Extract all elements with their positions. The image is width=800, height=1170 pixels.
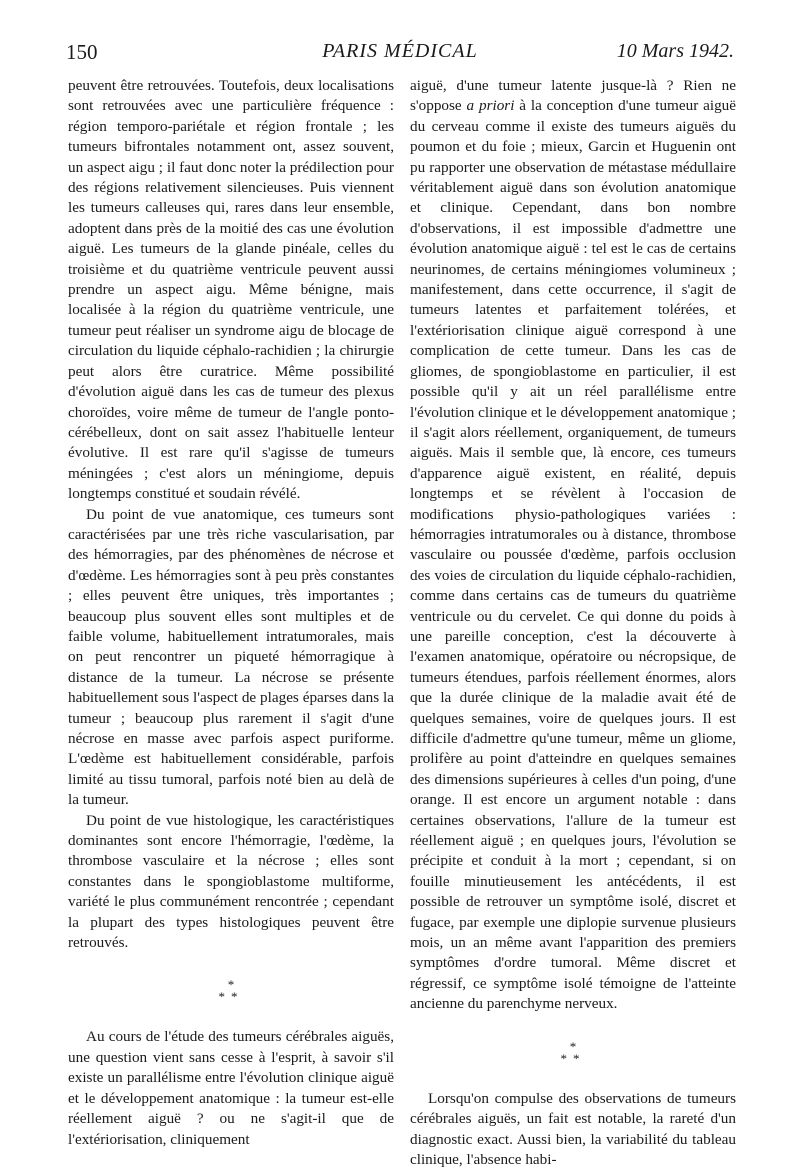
paragraph: peuvent être retrouvées. Toutefois, deux localisations sont retrouvées avec une particulière fréquence : région temporo-pariétale et région frontale ; les tumeurs bifrontales notamment ont, assez souvent, un aspect aigu ; il faut donc noter la prédilection pour des régions relativement silencieuses. Puis viennent les tumeurs calleuses qui, rares dans leur ensemble, adoptent dans près de la moitié des cas une évolution aiguë. Les tumeurs de la glande pinéale, celles du troisième et du quatrième ventricule peuvent aussi prendre un aspect aigu. Même bénigne, mais localisée à la région du quatrième ventricule, une tumeur peut réaliser un syndrome aigu de blocage de circulation du liquide céphalo-rachidien ; la chirurgie peut alors être curatrice. Même possibilité d'évolution aiguë dans les cas de tumeur des plexus choroïdes, voire même de tumeur de l'angle ponto-cérébelleux, dont on sait assez l'habituelle lenteur évolutive. Il est rare qu'il s'agisse de tumeurs méningées ; c'est alors un méningiome, depuis longtemps constitué et soudain révélé. [68,77,394,503]
separator-star-top: * [569,1038,577,1054]
paragraph: Du point de vue histologique, les caractéristiques dominantes sont encore l'hémorragie, l'œdème, la thrombose vasculaire et la nécrose ; elles sont constantes dans le spongioblastome multiforme, variété le plus communément rencontrée ; cependant la plupart des types histologiques peuvent être retrouvés. [68,811,394,952]
paragraph-text: aiguë, d'une tumeur latente jusque-là ? Rien ne s'oppose [410,77,736,115]
journal-title: PARIS MÉDICAL [322,40,478,62]
paragraph: Du point de vue anatomique, ces tumeurs sont caractérisées par une très riche vascularisation, par des hémorragies, par des phénomènes de nécrose et d'œdème. Les hémorragies sont à peu près constantes ; elles peuvent être uniques, très importantes ; beaucoup plus souvent elles sont multiples et de faible volume, habituellement intratumorales, mais on peut rencontrer un piqueté hémorragique à distance de la tumeur. La nécrose se présente habituellement sous l'aspect de plages éparses dans la tumeur ; beaucoup plus rarement il s'agit d'une nécrose en masse avec parfois aspect puriforme. L'œdème est habituellement considérable, parfois limité au tissu tumoral, parfois noté bien au delà de la tumeur. [68,505,394,809]
section-separator [68,979,394,1003]
separator-star-top: * [227,977,235,993]
issue-date: 10 Mars 1942. [616,40,734,62]
paragraph: Lorsqu'on compulse des observations de tumeurs cérébrales aiguës, un fait est notable, la rareté d'un diagnostic exact. Aussi bien, la variabilité du tableau clinique, l'absence habi- [410,1089,736,1168]
paragraph: Au cours de l'étude des tumeurs cérébrales aiguës, une question vient sans cesse à l'esprit, à savoir s'il existe un parallélisme entre l'évolution clinique aiguë et le développement anatomique : la tumeur est-elle réellement aiguë ? ou ne s'agit-il que de l'extériorisation, cliniquement [68,1028,394,1148]
separator-star-bottom: ** [560,1050,586,1066]
separator-star-bottom: ** [218,989,244,1005]
italic-phrase: a priori [466,97,515,115]
section-separator [410,1038,736,1066]
paragraph [410,76,736,1015]
page-header [66,40,734,70]
page-number: 150 [66,40,98,64]
right-column [410,76,736,1170]
left-column [68,76,394,1150]
paragraph-text: à la conception d'une tumeur aiguë du cerveau comme il existe des tumeurs aiguës du poumon et du foie ; mieux, Garcin et Huguenin ont pu rapporter une observation de métastase médullaire véritablement aiguë dans son évolution anatomique et clinique. Cependant, dans bon nombre d'observations, il est impossible d'admettre une évolution anatomique aiguë : tel est le cas de certains neurinomes, de certains méningiomes volumineux ; manifestement, dans cette occurrence, il s'agit de tumeurs latentes et parfaitement tolérées, et l'extériorisation clinique aiguë correspond à une complication de cette tumeur. Dans les cas de gliomes, de spongioblastome en particulier, il est possible qu'il y ait un réel parallélisme entre l'évolution clinique et le développement anatomique ; il s'agit alors réellement, organiquement, de tumeurs aiguës. Mais il semble que, là encore, ces tumeurs d'apparence aiguë existent, en réalité, depuis longtemps et se révèlent à l'occasion de modifications physio-pathologiques variées : hémorragies intratumorales ou à distance, thrombose vasculaire ou poussée d'œdème, parfois occlusion des voies de circulation du liquide céphalo-rachidien, comme dans certains cas de tumeurs du quatrième ventricule ou du cervelet. Ce qui donne du poids à une pareille conception, c'est la découverte à l'examen anatomique, opératoire ou nécropsique, de tumeurs étendues, parfois réellement énormes, alors que la durée clinique de la maladie avait été de quelques semaines, voire de quelques jours. Il est difficile d'admettre qu'une tumeur, même un gliome, prolifère au point d'atteindre en quelques semaines des dimensions supérieures à celles d'un poing, d'une orange. Il est encore un argument notable : dans certaines observations, l'allure de la tumeur est réellement aiguë ; en quelques jours, l'évolution se précipite et conduit à la mort ; cependant, si on fouille minutieusement les antécédents, il est possible de retrouver un symptôme isolé, discret et fugace, par exemple une diplopie survenue plusieurs mois, un an même avant l'apparition des premiers symptômes d'ordre tumoral. Même discret et régressif, ce symptôme isolé témoigne de l'atteinte ancienne du parenchyme nerveux. [410,97,736,1013]
